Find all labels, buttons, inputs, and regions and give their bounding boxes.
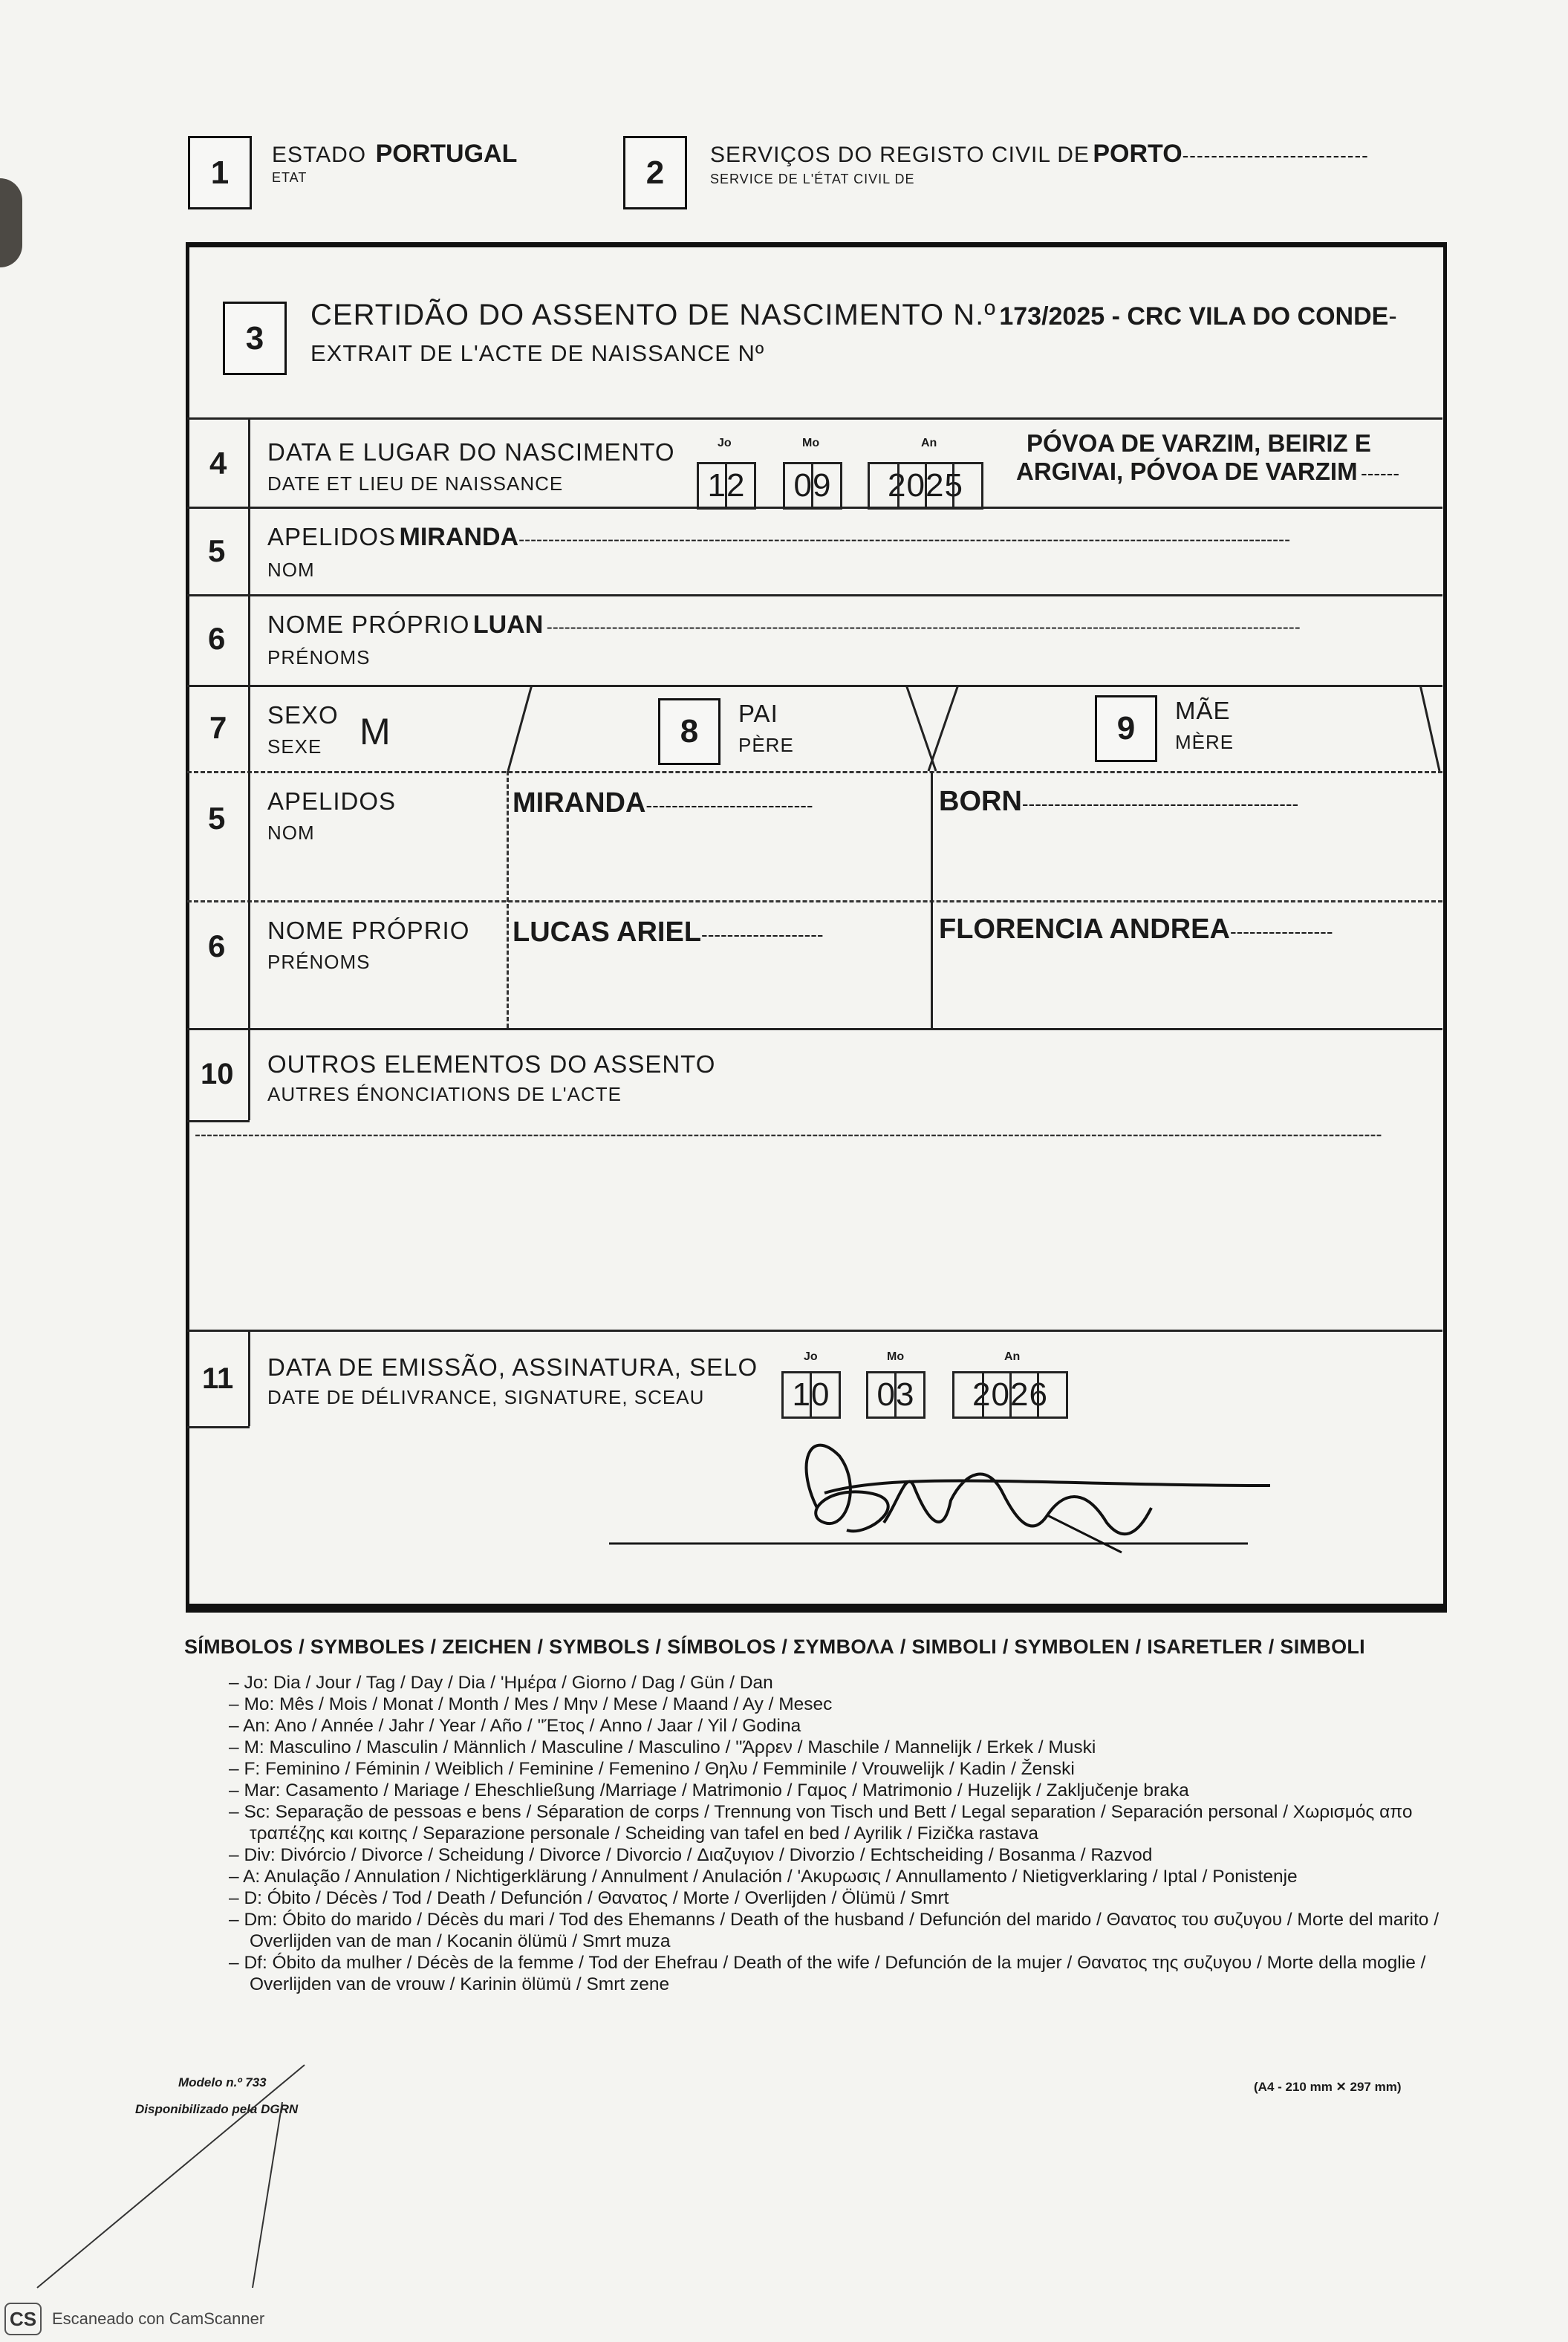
issue-label: DATA DE EMISSÃO, ASSINATURA, SELO (267, 1353, 758, 1381)
symbol-item: – Sc: Separação de pessoas e bens / Séparation de corps / Trennung von Tisch und Bett / Legal separation / Separación personal / Χωρισμός απο τραπέζης και κοιτης / Separazione personale / Scheiding van tafel en bed / Ayrilik / Fizička rastava (229, 1801, 1462, 1844)
row-divider (187, 417, 1442, 420)
symbols-title: SÍMBOLOS / SYMBOLES / ZEICHEN / SYMBOLS / SÍMBOLOS / ΣΥΜΒΟΛΑ / SIMBOLI / SYMBOLEN / ISARETLER / SIMBOLI (184, 1636, 1365, 1658)
birth-place-line2-wrap (1016, 458, 1399, 486)
birth-month-header: Mo (802, 437, 820, 449)
birth-day: 12 (707, 467, 746, 504)
issue-sub: DATE DE DÉLIVRANCE, SIGNATURE, SCEAU (267, 1386, 705, 1408)
field-number-2: 2 (623, 136, 687, 209)
row-number-10: 10 (201, 1058, 234, 1090)
other-sub: AUTRES ÉNONCIATIONS DE L'ACTE (267, 1083, 622, 1105)
row-number-7: 7 (209, 710, 227, 745)
father-surname-dashes: -------------------------- (645, 794, 813, 816)
birth-day-box (697, 462, 756, 510)
birth-place-line1: PÓVOA DE VARZIM, BEIRIZ E (1027, 429, 1371, 457)
servicos-field (710, 140, 1369, 187)
signature (602, 1411, 1300, 1567)
paper-size: (A4 - 210 mm ✕ 297 mm) (1254, 2080, 1402, 2094)
issue-day: 10 (792, 1376, 830, 1413)
row-divider (187, 1330, 1442, 1332)
sex-value: M (360, 711, 391, 752)
mother-surname-dashes: ------------------------------------------- (1021, 793, 1299, 815)
parents-divider (507, 771, 509, 1028)
surname-label: APELIDOS (267, 523, 397, 550)
symbol-item: – An: Ano / Année / Jahr / Year / Año / ''Έτος / Anno / Jaar / Yil / Godina (229, 1715, 1462, 1737)
symbol-item: – Df: Óbito da mulher / Décès de la femme / Tod der Ehefrau / Death of the wife / Defunción de la mujer / Θανατος της συζυγου / Morte della moglie / Overlijden van de vrouw / Karinin ölümü / Smrt zene (229, 1952, 1462, 1995)
issue-year-header: An (1004, 1350, 1021, 1363)
birth-place-dashes: ------ (1361, 462, 1399, 484)
given-name-field (267, 611, 1426, 640)
symbol-item: – Div: Divórcio / Divorce / Scheidung / Divorce / Divorcio / Διαζυγιον / Divorzio / Echtscheiding / Bosanma / Razvod (229, 1844, 1462, 1866)
birth-year: 2025 (888, 467, 963, 504)
camscanner-watermark (4, 2303, 264, 2335)
servicos-value: PORTO (1093, 140, 1182, 168)
parents-surname-label: APELIDOS (267, 787, 397, 815)
parents-divider (931, 771, 933, 1028)
mother-given-field (939, 914, 1437, 946)
number-column-line (248, 417, 250, 1120)
father-given-field (513, 917, 824, 949)
row-number-6-parents: 6 (208, 928, 226, 963)
symbols-list (229, 1672, 1462, 1995)
row-divider (187, 1028, 1442, 1030)
field-number-3: 3 (223, 302, 287, 375)
availability-note: Disponibilizado pela DGRN (135, 2102, 299, 2116)
issue-year: 2026 (972, 1376, 1048, 1413)
row-number-4: 4 (209, 446, 227, 481)
row-divider (187, 900, 1442, 902)
parents-given-label: NOME PRÓPRIO (267, 917, 470, 944)
symbol-item: – D: Óbito / Décès / Tod / Death / Defunción / Θανατος / Morte / Overlijden / Ölümü / Smrt (229, 1887, 1462, 1909)
camscanner-logo: CS (4, 2303, 42, 2335)
field-number-9: 9 (1095, 695, 1157, 762)
estado-sub: ETAT (272, 170, 308, 185)
father-surname-field (513, 787, 813, 819)
certificate-number: 173/2025 - CRC VILA DO CONDE (999, 302, 1389, 331)
number-column-line (248, 1330, 250, 1426)
father-label: PAI (738, 700, 778, 727)
birth-year-header: An (921, 437, 937, 449)
mother-surname-field (939, 786, 1437, 818)
symbol-item: – Dm: Óbito do marido / Décès du mari / Tod des Ehemanns / Death of the husband / Defunción del marido / Θανατος του συζυγου / Morte del marito / Overlijden van de man / Kocanin ölümü / Smrt muza (229, 1909, 1462, 1952)
symbol-item: – Mo: Mês / Mois / Monat / Month / Mes / Μην / Mese / Maand / Ay / Mesec (229, 1694, 1462, 1715)
issue-day-header: Jo (804, 1350, 818, 1363)
sex-sub: SEXE (267, 735, 322, 758)
servicos-sub: SERVICE DE L'ÉTAT CIVIL DE (710, 172, 915, 186)
surname-field (267, 523, 1426, 552)
surname-sub: NOM (267, 559, 315, 581)
mother-surname-value: BORN (939, 786, 1022, 817)
issue-month: 03 (876, 1376, 915, 1413)
certificate-title (310, 299, 1397, 332)
birth-day-header: Jo (718, 437, 732, 449)
servicos-label: SERVIÇOS DO REGISTO CIVIL DE (710, 143, 1090, 167)
camscanner-text: Escaneado con CamScanner (52, 2309, 265, 2328)
birth-year-box (868, 462, 983, 510)
field-number-1: 1 (188, 136, 252, 209)
parents-surname-sub: NOM (267, 822, 315, 844)
other-dashes: -------------------------------------------------------------------------------------------------------------------------------------------------------------------------------------------------------- (195, 1125, 1382, 1145)
row-number-6: 6 (208, 621, 226, 656)
estado-label: ESTADO (272, 143, 367, 167)
surname-value: MIRANDA (399, 523, 519, 551)
birth-sub: DATE ET LIEU DE NAISSANCE (267, 472, 564, 495)
row-number-5: 5 (208, 533, 226, 568)
symbols-section (184, 1636, 1462, 1995)
certificate-subtitle: EXTRAIT DE L'ACTE DE NAISSANCE Nº (310, 340, 765, 366)
row-divider (187, 594, 1442, 596)
birth-month-box (783, 462, 842, 510)
parents-given-sub: PRÉNOMS (267, 951, 371, 973)
number-column-line (187, 1426, 250, 1428)
mother-given-value: FLORENCIA ANDREA (939, 914, 1230, 945)
estado-field (272, 140, 517, 186)
symbol-item: – A: Anulação / Annulation / Nichtigerklärung / Annulment / Anulación / 'Ακυρωσις / Annullamento / Nietigverklaring / Iptal / Ponistenje (229, 1866, 1462, 1887)
sex-label: SEXO (267, 701, 339, 729)
surname-dashes: ---------------------------------------------------------------------------------------------------------------------------------- (518, 530, 1291, 550)
sex-row-dividers (483, 685, 1441, 772)
model-number: Modelo n.º 733 (178, 2075, 267, 2089)
issue-month-header: Mo (887, 1350, 905, 1363)
field-number-8: 8 (658, 698, 720, 765)
mother-given-dashes: ---------------- (1229, 920, 1333, 943)
father-given-value: LUCAS ARIEL (513, 917, 702, 948)
symbol-item: – M: Masculino / Masculin / Männlich / Masculine / Masculino / ''Άρρεν / Maschile / Mannelijk / Erkek / Muski (229, 1737, 1462, 1758)
father-sub: PÈRE (738, 734, 794, 756)
given-name-value: LUAN (472, 611, 544, 639)
pen-stroke (30, 2058, 312, 2303)
given-name-sub: PRÉNOMS (267, 646, 371, 669)
birth-label: DATA E LUGAR DO NASCIMENTO (267, 438, 675, 466)
page-edge-shadow (0, 178, 22, 267)
other-label: OUTROS ELEMENTOS DO ASSENTO (267, 1050, 716, 1078)
certificate-number-dash: - (1388, 302, 1397, 331)
symbol-item: – Mar: Casamento / Mariage / Eheschließung /Marriage / Matrimonio / Γαμος / Matrimonio / Huzelijk / Zaključenje braka (229, 1780, 1462, 1801)
given-name-dashes: ------------------------------------------------------------------------------------------------------------------------------- (546, 617, 1301, 637)
certificate-title-label: CERTIDÃO DO ASSENTO DE NASCIMENTO N.º (310, 299, 996, 331)
birth-month: 09 (793, 467, 832, 504)
birth-place-line2: ARGIVAI, PÓVOA DE VARZIM (1016, 458, 1358, 485)
servicos-dashes: -------------------------- (1182, 144, 1369, 166)
row-number-11: 11 (202, 1362, 234, 1395)
mother-sub: MÈRE (1175, 731, 1234, 753)
number-column-line (187, 1120, 250, 1122)
row-number-5-parents: 5 (208, 801, 226, 836)
estado-value: PORTUGAL (375, 140, 518, 168)
given-name-label: NOME PRÓPRIO (267, 611, 470, 638)
symbol-item: – Jo: Dia / Jour / Tag / Day / Dia / 'Ημέρα / Giorno / Dag / Gün / Dan (229, 1672, 1462, 1694)
father-surname-value: MIRANDA (513, 787, 646, 819)
symbol-item: – F: Feminino / Féminin / Weiblich / Feminine / Femenino / Θηλυ / Femminile / Vrouwelijk / Kadin / Ženski (229, 1758, 1462, 1780)
mother-label: MÃE (1175, 697, 1231, 724)
father-given-dashes: ------------------- (701, 923, 824, 946)
